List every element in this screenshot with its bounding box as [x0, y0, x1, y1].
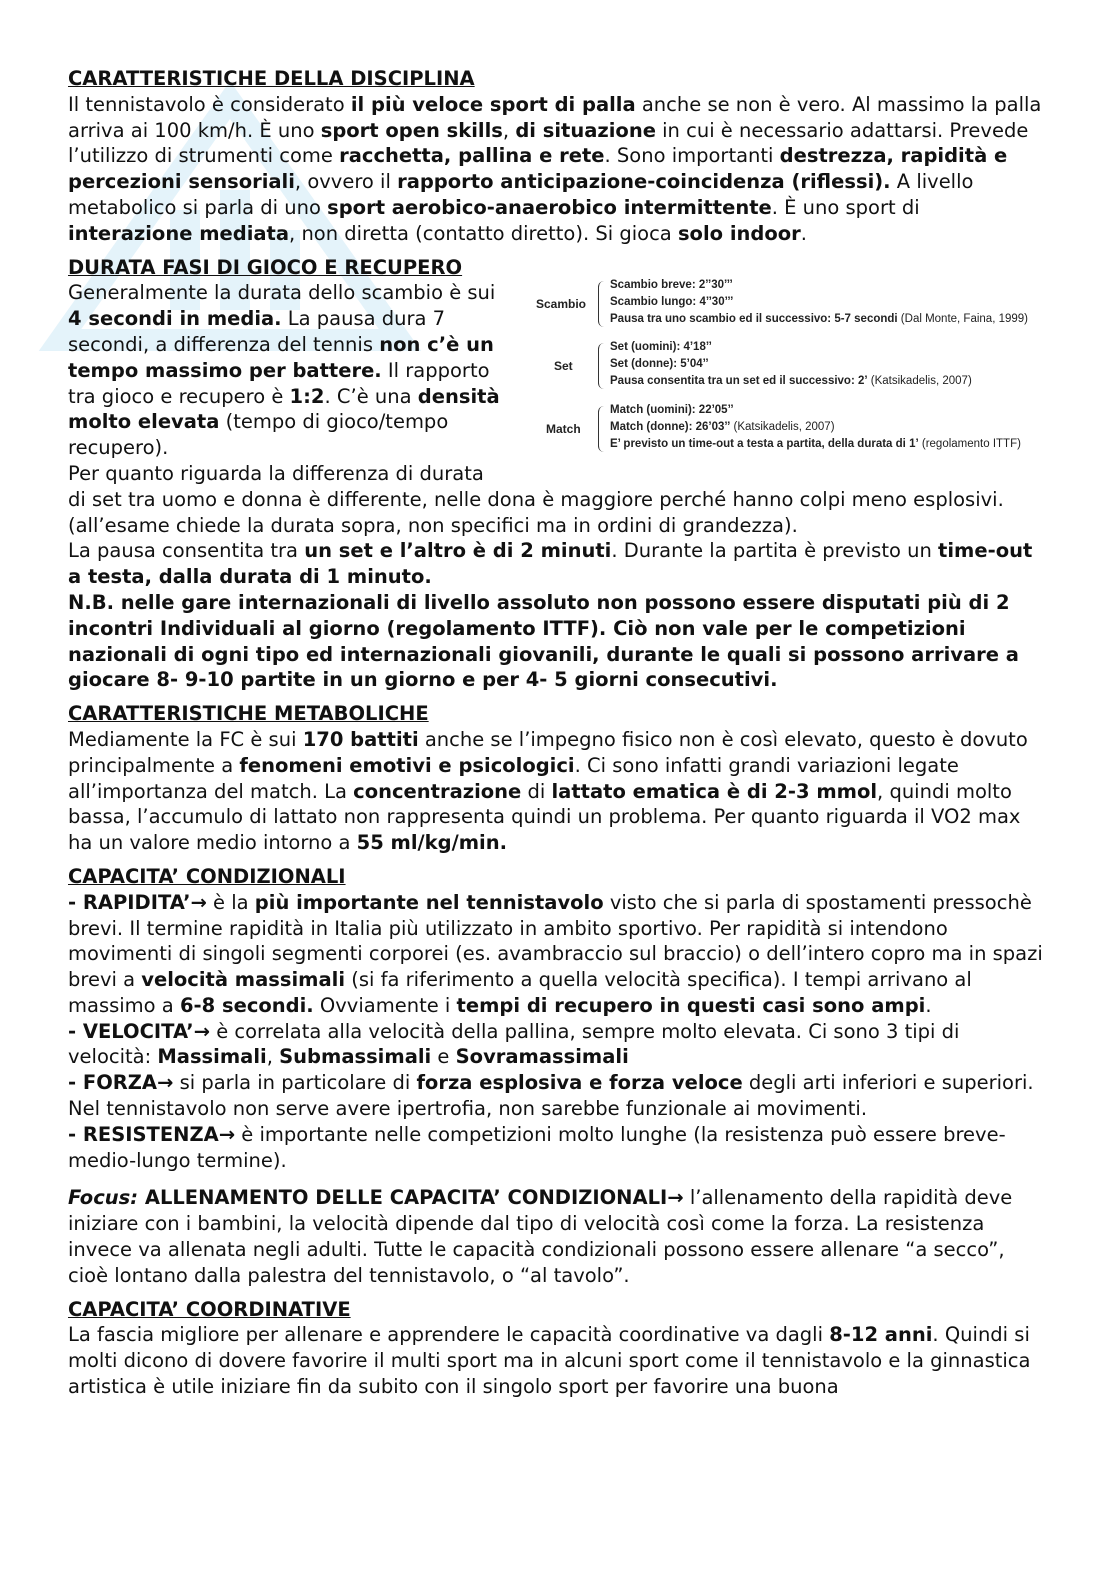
brace — [598, 281, 605, 327]
section-title: CAPACITA’ COORDINATIVE — [68, 1297, 351, 1321]
arrow-icon: → — [190, 890, 207, 914]
durata-table-figure — [536, 279, 1056, 469]
paragraph: La fascia migliore per allenare e apprendere le capacità coordinative va dagli 8-12 anni. Quindi si molti dicono di dovere favorire il multi sport ma in alcuni sport come il tennistavolo e la ginnastica artistica è utile iniziare fin da subito con il singolo sport per favorire una buona — [68, 1323, 1031, 1399]
paragraph: Il tennistavolo è considerato il più veloce sport di palla anche se non è vero. Al massimo la palla arriva ai 100 km/h. È uno sport open skills, di situazione in cui è necessario adattarsi. Prevede l’utilizzo di strumenti come racchetta, pallina e rete. Sono importanti destrezza, rapidità e percezioni sensoriali, ovvero il rapporto anticipazione-coincidenza (riflessi). A livello metabolico si parla di uno sport aerobico-anaerobico intermittente. È uno sport di interazione mediata, non diretta (contatto diretto). Si gioca solo indoor. — [68, 92, 1042, 245]
paragraph: Generalmente la durata dello scambio è sui 4 secondi in media. La pausa dura 7 secondi, a differenza del tennis non c’è un tempo massimo per battere. Il rapporto tra gioco e recupero è 1:2. C’è una densità molto elevata (tempo di gioco/tempo recupero). — [68, 281, 500, 460]
arrow-icon: → — [157, 1071, 174, 1095]
label-match: Match — [546, 421, 581, 436]
arrow-icon: → — [193, 1019, 211, 1043]
section-caratteristiche-metaboliche — [68, 701, 1048, 856]
section-title: DURATA FASI DI GIOCO E RECUPERO — [68, 255, 463, 279]
table-line: Match (uomini): 22’05’’ — [610, 403, 734, 416]
section-caratteristiche-disciplina — [68, 66, 1048, 247]
label-scambio: Scambio — [536, 296, 587, 311]
section-capacita-condizionali — [68, 864, 1048, 1174]
table-line: E’ previsto un time-out a testa a partita, della durata di 1’ (regolamento ITTF) — [610, 437, 1021, 450]
table-line: Scambio breve: 2’’30’’’ — [610, 278, 733, 291]
paragraph: La pausa consentita tra un set e l’altro è di 2 minuti. Durante la partita è previsto un time-out a testa, dalla durata di 1 minuto. — [68, 539, 1033, 589]
paragraph: Per quanto riguarda la differenza di durata — [68, 461, 484, 485]
table-line: Pausa consentita tra un set ed il successivo: 2’ (Katsikadelis, 2007) — [610, 374, 972, 387]
section-focus — [68, 1185, 1048, 1288]
focus-paragraph: Focus: ALLENAMENTO DELLE CAPACITA’ CONDIZIONALI→ l’allenamento della rapidità deve iniziare con i bambini, la velocità dipende dal tipo di velocità così come la forza. La resistenza invece va allenata negli adulti. Tutte le capacità condizionali possono essere allenare “a secco”, cioè lontano dalla palestra del tennistavolo, o “al tavolo”. — [68, 1186, 1013, 1287]
paragraph: di set tra uomo e donna è differente, nelle dona è maggiore perché hanno colpi meno esplosivi. (all’esame chiede la durata sopra, non specifici ma in ordini di grandezza). — [68, 487, 1004, 537]
section-title: CARATTERISTICHE DELLA DISCIPLINA — [68, 67, 475, 90]
nb-paragraph: N.B. nelle gare internazionali di livello assoluto non possono essere disputati più di 2 incontri Individuali al giorno (regolamento ITTF). Ciò non vale per le competizioni nazionali di ogni tipo ed internazionali giovanili, durante le quali si possono arrivare a giocare 8- 9-10 partite in un giorno e per 4- 5 giorni consecutivi. — [68, 590, 1019, 692]
table-line: Set (donne): 5’04’’ — [610, 357, 709, 370]
table-line: Scambio lungo: 4’’30’’’ — [610, 295, 734, 308]
arrow-icon: → — [667, 1186, 684, 1210]
document-page — [68, 66, 1048, 1408]
brace — [598, 343, 605, 389]
section-title: CAPACITA’ CONDIZIONALI — [68, 864, 346, 888]
table-line: Set (uomini): 4’18’’ — [610, 340, 712, 353]
paragraph: Mediamente la FC è sui 170 battiti anche se l’impegno fisico non è così elevato, questo è dovuto principalmente a fenomeni emotivi e psicologici. Ci sono infatti grandi variazioni legate all’importanza del match. La concentrazione di lattato ematica è di 2-3 mmol, quindi molto bassa, l’accumulo di lattato non rappresenta quindi un problema. Per quanto riguarda il VO2 max ha un valore medio intorno a 55 ml/kg/min. — [68, 727, 1028, 855]
left-column — [68, 280, 508, 486]
rapidita-paragraph: - RAPIDITA’→ è la più importante nel tennistavolo visto che si parla di spostamenti pressochè brevi. Il termine rapidità in Italia più utilizzato in ambito sportivo. Per rapidità si intendono movimenti di singoli segmenti corporei (es. avambraccio sul braccio) o dell’intero copro ma in spazi brevi a velocità massimali (si fa riferimento a quella velocità specifica). I tempi arrivano al massimo a 6-8 secondi. Ovviamente i tempi di recupero in questi casi sono ampi. — [68, 890, 1043, 1017]
brace — [598, 406, 605, 452]
forza-paragraph: - FORZA→ si parla in particolare di forza esplosiva e forza veloce degli arti inferiori e superiori. Nel tennistavolo non serve avere ipertrofia, non sarebbe funzionale ai movimenti. — [68, 1071, 1034, 1121]
section-title: CARATTERISTICHE METABOLICHE — [68, 702, 429, 726]
section-capacita-coordinative — [68, 1297, 1048, 1400]
table-line: Match (donne): 26’03’’ (Katsikadelis, 2007) — [610, 420, 835, 433]
resistenza-paragraph: - RESISTENZA→ è importante nelle competizioni molto lunghe (la resistenza può essere breve-medio-lungo termine). — [68, 1122, 1006, 1172]
label-set: Set — [554, 358, 573, 373]
table-line: Pausa tra uno scambio ed il successivo: 5-7 secondi (Dal Monte, Faina, 1999) — [610, 312, 1029, 325]
section-durata-fasi — [68, 255, 1048, 694]
arrow-icon: → — [218, 1122, 236, 1146]
velocita-paragraph: - VELOCITA’→ è correlata alla velocità della pallina, sempre molto elevata. Ci sono 3 tipi di velocità: Massimali, Submassimali e Sovramassimali — [68, 1019, 960, 1069]
